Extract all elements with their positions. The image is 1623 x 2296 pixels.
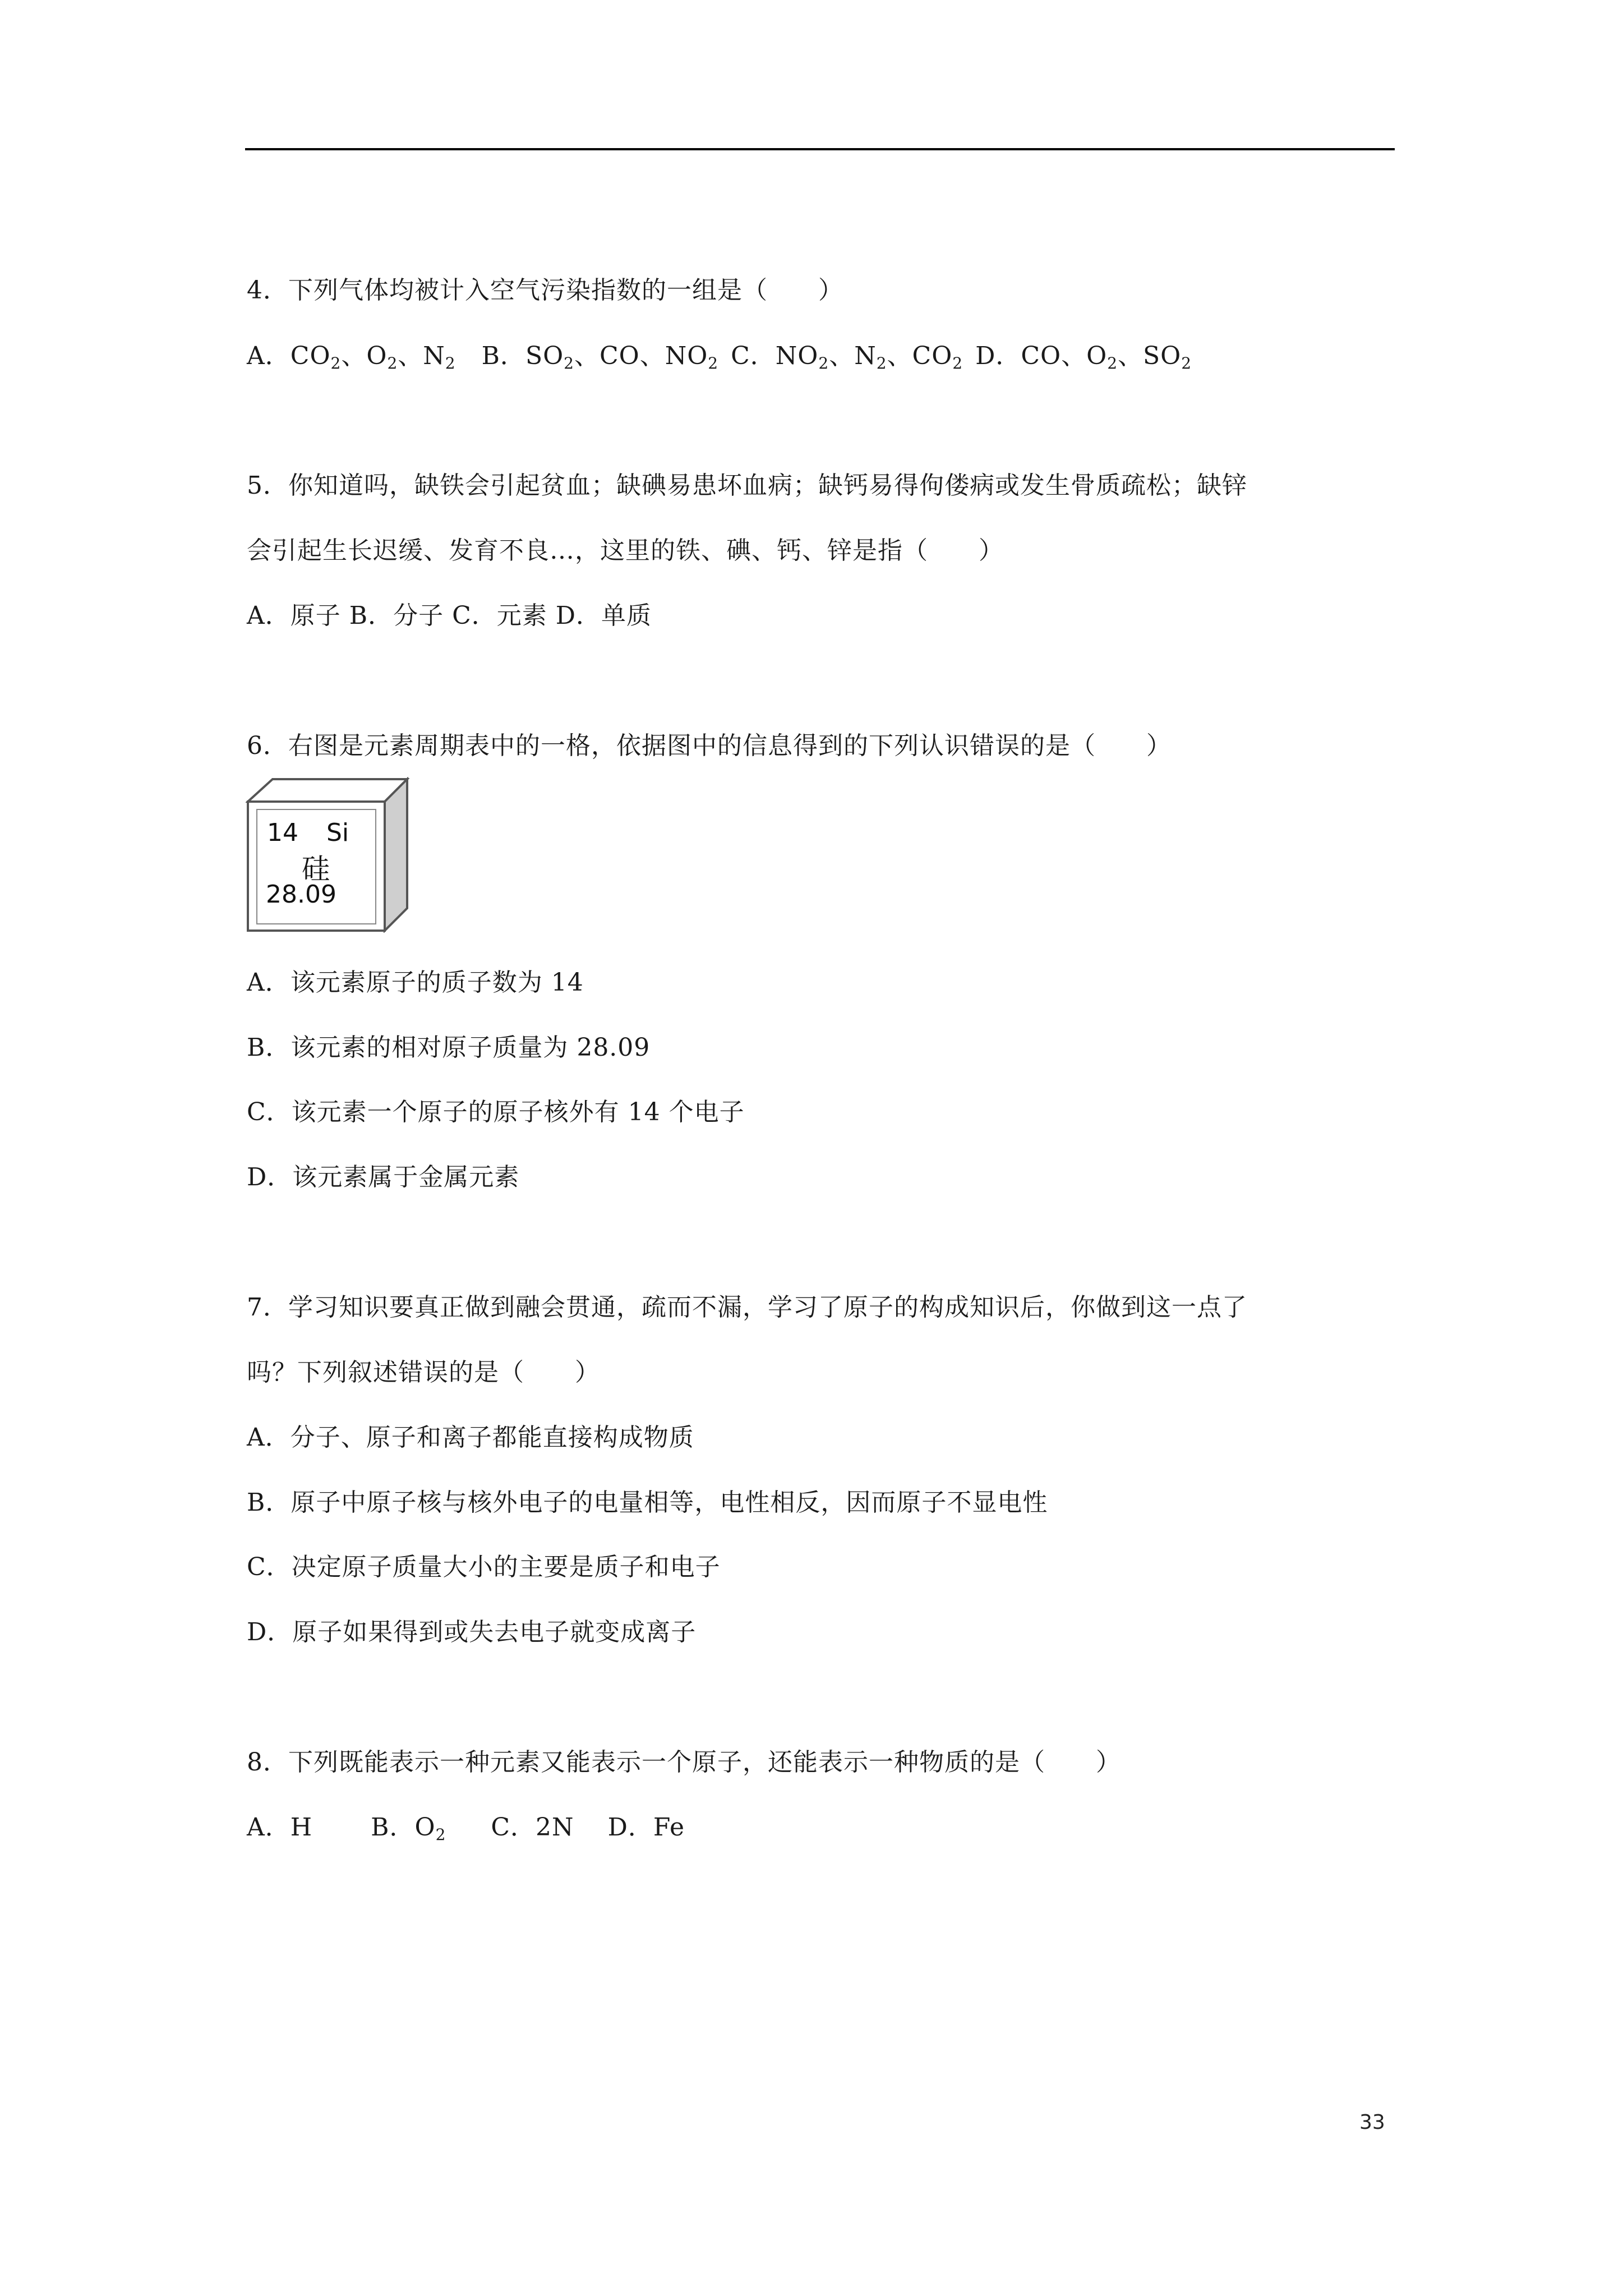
- question-5-stem-line-2: 会引起生长迟缓、发育不良…，这里的铁、碘、钙、锌是指（ ）: [247, 536, 1004, 565]
- tile-atomic-number: 14: [267, 818, 298, 847]
- question-4-stem: 4．下列气体均被计入空气污染指数的一组是（ ）: [247, 276, 843, 305]
- question-6-stem: 6．右图是元素周期表中的一格，依据图中的信息得到的下列认识错误的是（ ）: [247, 731, 1172, 760]
- question-7-option-a: A．分子、原子和离子都能直接构成物质: [247, 1423, 694, 1452]
- page-number: 33: [1359, 2111, 1385, 2134]
- q8-option-d: D．Fe: [607, 1813, 685, 1842]
- tile-atomic-mass: 28.09: [266, 880, 336, 909]
- q4-option-d: D．CO、$O_2$、$SO_2$: [975, 342, 1192, 372]
- question-6-option-c: C．该元素一个原子的原子核外有 14 个电子: [247, 1098, 745, 1126]
- q8-option-a: A．H: [247, 1813, 313, 1842]
- q4-option-a: A．$CO_2$、$O_2$、$N_2$: [247, 342, 456, 372]
- tile-element-name: 硅: [302, 853, 330, 885]
- tile-element-symbol: Si: [326, 818, 349, 847]
- question-7-option-b: B．原子中原子核与核外电子的电量相等，电性相反，因而原子不显电性: [247, 1488, 1048, 1517]
- question-8-stem: 8．下列既能表示一种元素又能表示一个原子，还能表示一种物质的是（ ）: [247, 1748, 1121, 1777]
- question-6-option-b: B．该元素的相对原子质量为 28.09: [247, 1033, 651, 1062]
- q4-option-b: B．$SO_2$、CO、$NO_2$: [481, 342, 719, 372]
- q4-option-c: C．$NO_2$、$N_2$、$CO_2$: [731, 342, 963, 372]
- question-7-option-c: C．决定原子质量大小的主要是质子和电子: [247, 1553, 721, 1581]
- question-6-option-d: D．该元素属于金属元素: [247, 1163, 520, 1191]
- question-7-option-d: D．原子如果得到或失去电子就变成离子: [247, 1618, 697, 1646]
- q8-option-b: B．$O_2$: [371, 1813, 446, 1844]
- question-7-stem-line-1: 7．学习知识要真正做到融会贯通，疏而不漏，学习了原子的构成知识后，你做到这一点了: [247, 1293, 1247, 1322]
- question-6-option-a: A．该元素原子的质子数为 14: [247, 968, 584, 997]
- q8-option-c: C．2N: [491, 1813, 574, 1842]
- question-7-stem-line-2: 吗？下列叙述错误的是（ ）: [247, 1358, 600, 1387]
- question-4-options: [247, 339, 1192, 373]
- question-5-options: A．原子 B．分子 C．元素 D．单质: [247, 601, 652, 630]
- question-5-stem-line-1: 5．你知道吗，缺铁会引起贫血；缺碘易患坏血病；缺钙易得佝偻病或发生骨质疏松；缺锌: [247, 471, 1247, 500]
- periodic-table-tile: [246, 777, 409, 933]
- question-8-options: [247, 1811, 685, 1844]
- header-rule: [245, 148, 1395, 150]
